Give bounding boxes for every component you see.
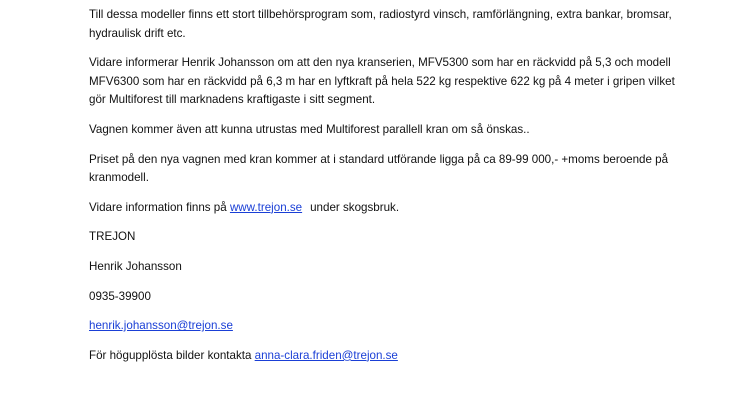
signature-phone: 0935-39900 xyxy=(89,289,151,303)
paragraph-price: Priset på den nya vagnen med kran kommer at i standard utförande ligga på ca 89-99 000,- +moms beroende på kranmodell. xyxy=(89,152,669,185)
images-contact-prefix: För högupplösta bilder kontakta xyxy=(89,348,255,362)
website-link[interactable]: www.trejon.se xyxy=(229,200,303,214)
paragraph-more-info xyxy=(89,199,689,218)
paragraph-accessories: Till dessa modeller finns ett stort tillbehörsprogram som, radiostyrd vinsch, ramförlängning, extra bankar, bromsar, hydraulisk drift etc. xyxy=(89,8,672,40)
more-info-suffix: under skogsbruk. xyxy=(310,200,400,214)
signature-company: TREJON xyxy=(89,230,136,244)
document-body xyxy=(89,6,689,376)
paragraph-crane-series: Vidare informerar Henrik Johansson om att den nya kranserien, MFV5300 som har en räckvidd på 5,3 och modell MFV6300 som har en räckvidd på 6,3 m har en lyftkraft på hela 522 kg respektive 622 kg på 4 meter i gripen vilket gör Multiforest till marknadens kraftigaste i sitt segment. xyxy=(89,56,675,107)
signature-email-link[interactable]: henrik.johansson@trejon.se xyxy=(89,319,233,333)
more-info-prefix: Vidare information finns på xyxy=(89,200,230,214)
paragraph-parallel-crane: Vagnen kommer även att kunna utrustas med Multiforest parallell kran om så önskas.. xyxy=(89,122,530,136)
signature-name: Henrik Johansson xyxy=(89,259,182,273)
signature-email-line xyxy=(89,317,689,336)
images-contact-email-link[interactable]: anna-clara.friden@trejon.se xyxy=(254,348,398,362)
paragraph-images-contact xyxy=(89,347,689,366)
